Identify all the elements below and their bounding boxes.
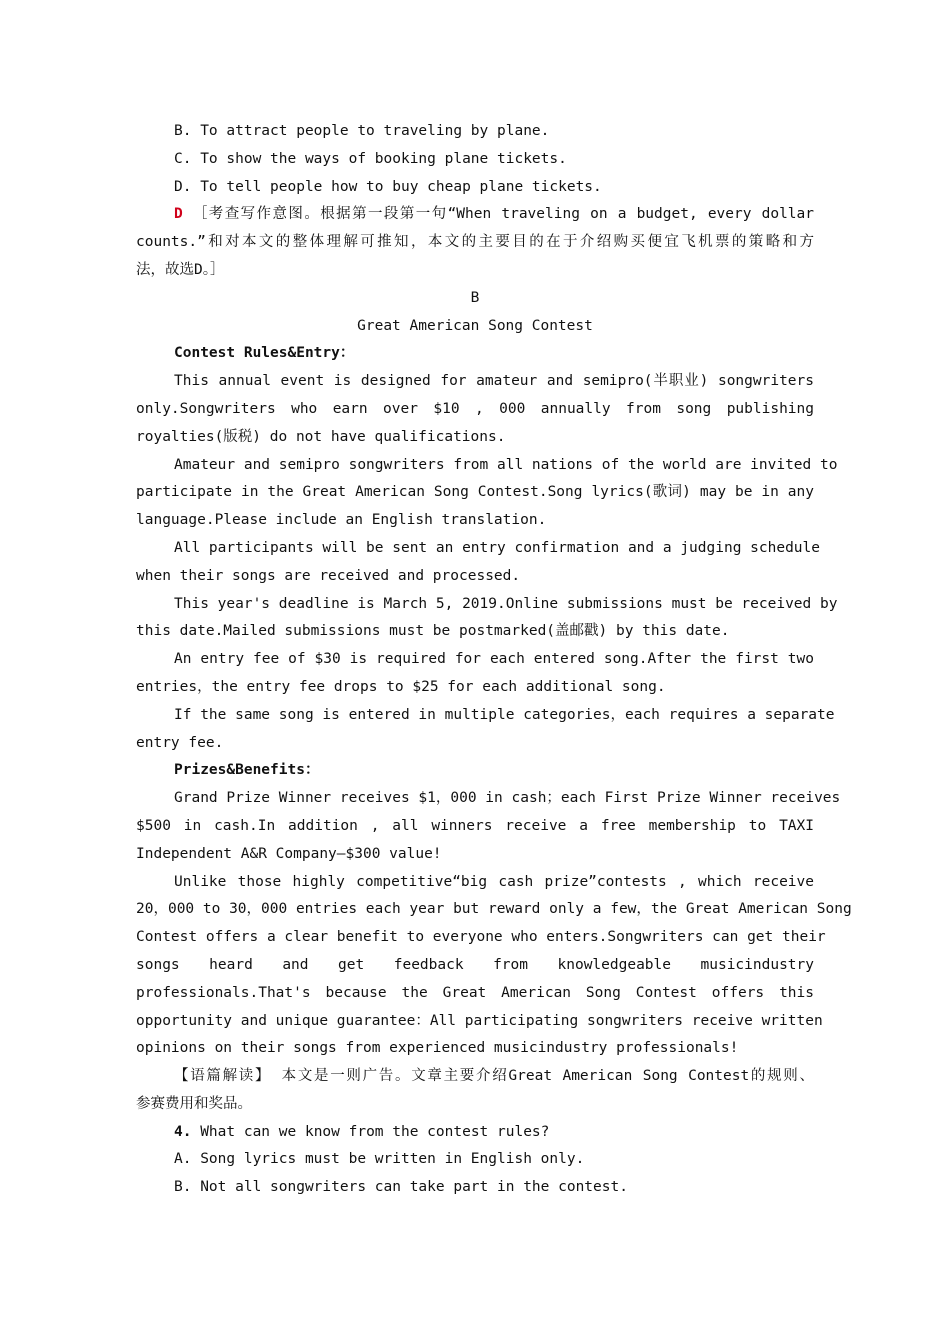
paragraph-line: Amateur and semipro songwriters from all nations of the world are invited to xyxy=(174,456,838,473)
paragraph-line: Unlike those highly competitive“big cash prize”contests , which receive xyxy=(174,873,814,890)
option-d: D. To tell people how to buy cheap plane tickets. xyxy=(174,178,602,195)
passage-analysis: 【语篇解读】 本文是一则广告。文章主要介绍Great American Song Contest的规则、 xyxy=(174,1068,814,1085)
rules-heading: Contest Rules&Entry： xyxy=(174,345,355,362)
paragraph-line: language.Please include an English translation. xyxy=(136,512,547,529)
paragraph-line: $500 in cash.In addition , all winners receive a free membership to TAXI xyxy=(136,817,814,834)
paragraph-line: when their songs are received and processed. xyxy=(136,567,521,584)
paragraph-line: Independent A&R Company—$300 value! xyxy=(136,845,442,862)
article-title: Great American Song Contest xyxy=(357,317,593,334)
option-a: A. Song lyrics must be written in English only. xyxy=(174,1151,585,1168)
explanation-line: 法，故选D。］ xyxy=(136,261,225,278)
explanation-line: counts.”和对本文的整体理解可推知，本文的主要目的在于介绍购买便宜飞机票的策略和方 xyxy=(136,234,814,251)
paragraph-line: An entry fee of $30 is required for each entered song.After the first two xyxy=(174,651,814,668)
paragraph-line: This annual event is designed for amateur and semipro(半职业) songwriters xyxy=(174,373,814,390)
paragraph-line: Contest offers a clear benefit to everyone who enters.Songwriters can get their xyxy=(136,929,826,946)
paragraph-line: If the same song is entered in multiple categories，each requires a separate xyxy=(174,706,835,723)
paragraph-line: professionals.That's because the Great American Song Contest offers this xyxy=(136,984,814,1001)
option-b: B. Not all songwriters can take part in the contest. xyxy=(174,1179,628,1196)
paragraph-line: participate in the Great American Song Contest.Song lyrics(歌词) may be in any xyxy=(136,484,814,501)
paragraph-line: songs heard and get feedback from knowledgeable musicindustry xyxy=(136,956,814,973)
document-page xyxy=(136,118,852,1202)
option-b: B. To attract people to traveling by plane. xyxy=(174,123,550,139)
paragraph-line: this date.Mailed submissions must be postmarked(盖邮戳) by this date. xyxy=(136,623,730,640)
paragraph-line: opinions on their songs from experienced musicindustry professionals! xyxy=(136,1040,739,1057)
paragraph-line: opportunity and unique guarantee：All participating songwriters receive written xyxy=(136,1012,823,1029)
answer-letter: D xyxy=(174,206,183,223)
question-4-stem: 4. What can we know from the contest rules? xyxy=(174,1123,550,1140)
paragraph-line: entries，the entry fee drops to $25 for each additional song. xyxy=(136,678,666,695)
passage-analysis: 参赛费用和奖品。 xyxy=(136,1095,252,1112)
paragraph-line: This year's deadline is March 5, 2019.Online submissions must be received by xyxy=(174,595,838,612)
answer-explanation: D ［考查写作意图。根据第一段第一句“When traveling on a budget, every dollar xyxy=(174,206,814,223)
paragraph-line: royalties(版税) do not have qualifications. xyxy=(136,428,506,445)
prizes-heading: Prizes&Benefits： xyxy=(174,762,320,779)
paragraph-line: only.Songwriters who earn over $10 , 000 annually from song publishing xyxy=(136,400,814,417)
paragraph-line: Grand Prize Winner receives $1，000 in cash；each First Prize Winner receives xyxy=(174,790,841,807)
paragraph-line: 20，000 to 30，000 entries each year but reward only a few，the Great American Song xyxy=(136,901,852,918)
paragraph-line: All participants will be sent an entry confirmation and a judging schedule xyxy=(174,539,821,556)
question-number: 4. xyxy=(174,1123,192,1140)
section-letter: B xyxy=(470,289,480,306)
option-c: C. To show the ways of booking plane tickets. xyxy=(174,150,567,167)
paragraph-line: entry fee. xyxy=(136,734,224,751)
